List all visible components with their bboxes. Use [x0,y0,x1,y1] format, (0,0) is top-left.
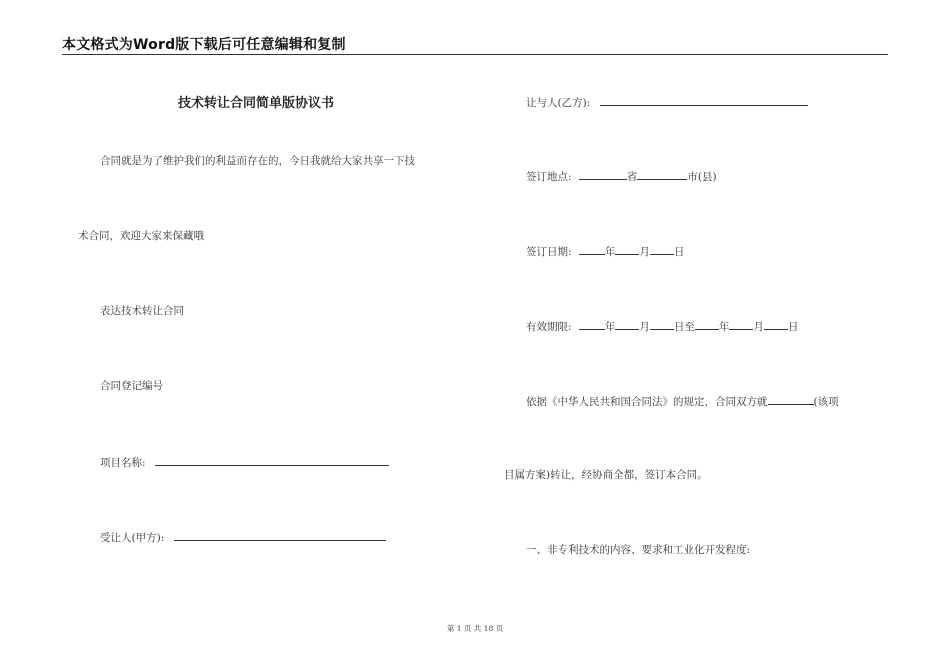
valid-period-label: 有效期限: [526,321,572,333]
page-header [62,34,888,55]
day-label-2: 日 [787,321,799,333]
day-label: 日 [673,246,685,258]
intro-line-1: 合同就是为了维护我们的利益而存在的，今日我就给大家共享一下技 [100,155,415,167]
page-footer: 第 1 页 共 18 页 [446,624,504,633]
basis-line-1 [526,393,839,409]
project-blank-field[interactable] [768,393,814,405]
document-title: 技术转让合同简单版协议书 [178,96,335,111]
sign-year-field[interactable] [579,243,605,255]
province-label: 省 [626,171,638,183]
day-to-label: 日至 [673,321,695,333]
contract-reg-no: 合同登记编号 [100,380,163,392]
transferor-field[interactable] [600,94,808,106]
province-field[interactable] [579,168,627,180]
transferee-field[interactable] [174,529,386,541]
year-label: 年 [604,246,616,258]
basis-line-2: 目属方案)转让，经协商全都，签订本合同。 [504,469,708,481]
valid-day2-field[interactable] [764,318,788,330]
sign-place-row [526,168,717,184]
header-text: 本文格式为Word版下载后可任意编辑和复制 [62,37,346,53]
sign-date-row [526,243,684,259]
city-field[interactable] [637,168,687,180]
valid-year-field[interactable] [579,318,605,330]
project-name-field[interactable] [155,454,389,466]
year-label: 年 [604,321,616,333]
transferee-row [100,529,386,545]
valid-month2-field[interactable] [729,318,753,330]
month-label: 月 [639,321,650,333]
section-title: 表达技术转让合同 [100,305,184,317]
valid-month-field[interactable] [615,318,639,330]
transferor-label: 让与人(乙方): [526,97,591,109]
transferee-label: 受让人(甲方): [100,532,165,544]
month-label-2: 月 [753,321,764,333]
transferor-row [526,94,808,110]
month-label: 月 [639,246,650,258]
intro-line-2: 术合同，欢迎大家来保藏哦 [78,230,204,242]
project-name-label: 项目名称: [100,457,146,469]
valid-period-row [526,318,798,334]
project-name-row [100,454,389,470]
sign-month-field[interactable] [615,243,639,255]
basis-text-a: 依据《中华人民共和国合同法》的规定，合同双方就 [526,396,768,408]
year-label-2: 年 [718,321,730,333]
sign-place-label: 签订地点: [526,171,572,183]
valid-year2-field[interactable] [695,318,719,330]
city-label: 市(县) [687,171,717,183]
clause-1: 一、非专利技术的内容、要求和工业化开发程度: [526,544,751,556]
sign-day-field[interactable] [650,243,674,255]
basis-text-b: (该项 [813,396,839,408]
valid-day-field[interactable] [650,318,674,330]
sign-date-label: 签订日期: [526,246,572,258]
